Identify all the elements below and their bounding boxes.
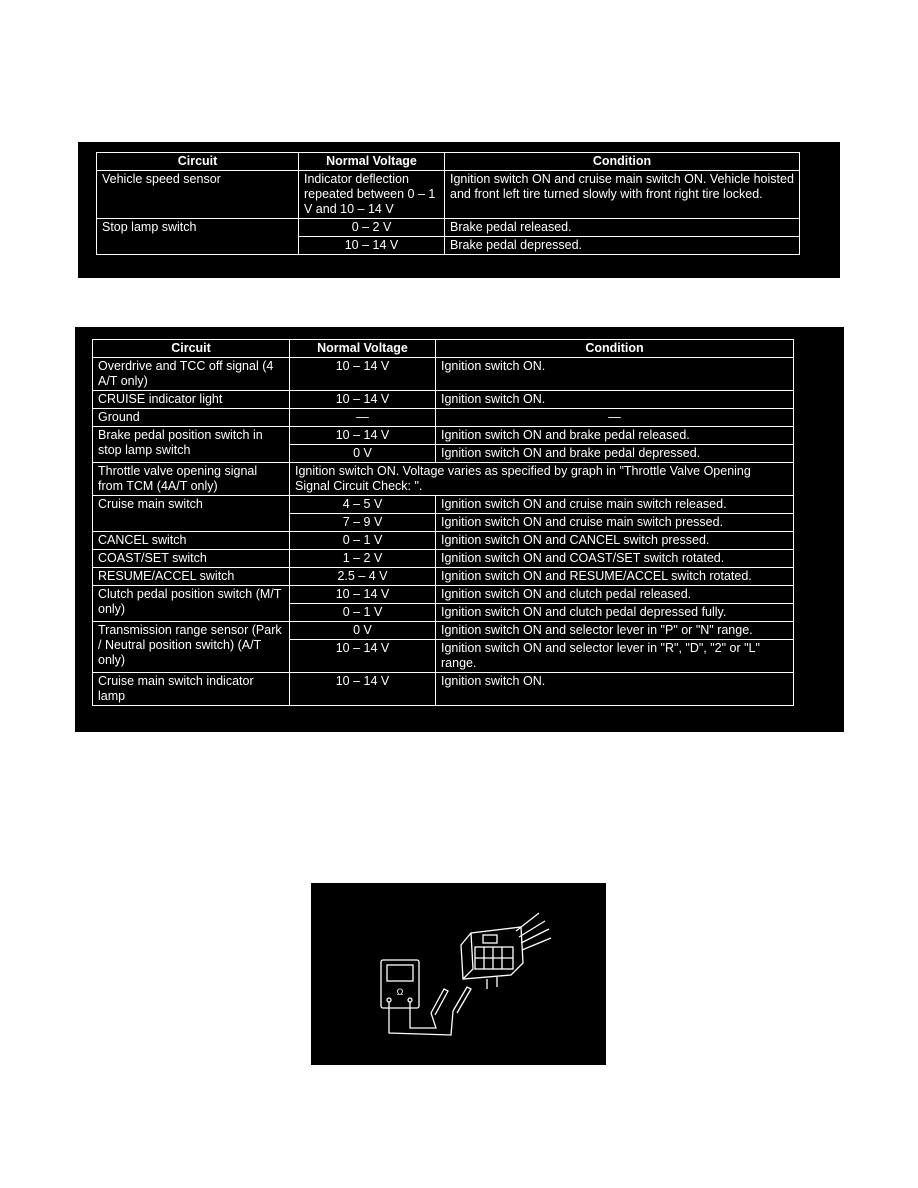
cell-circuit: RESUME/ACCEL switch: [93, 568, 290, 586]
cell-voltage: 2.5 – 4 V: [290, 568, 436, 586]
cell-voltage: 10 – 14 V: [290, 358, 436, 391]
cell-circuit: CANCEL switch: [93, 532, 290, 550]
cell-circuit: Clutch pedal position switch (M/T only): [93, 586, 290, 622]
cell-condition: Ignition switch ON and COAST/SET switch rotated.: [436, 550, 794, 568]
cell-voltage: 0 – 2 V: [299, 219, 445, 237]
probe-right: [453, 987, 471, 1013]
cell-circuit: CRUISE indicator light: [93, 391, 290, 409]
cell-circuit: Vehicle speed sensor: [97, 171, 299, 219]
meter-display: [387, 965, 413, 981]
table-row: [97, 171, 800, 219]
cell-condition: —: [436, 409, 794, 427]
meter-lead-black: [389, 1002, 453, 1035]
connector-pins: [475, 947, 513, 969]
meter-jack-left: [387, 998, 391, 1002]
table-row: [93, 550, 794, 568]
cell-voltage: 10 – 14 V: [290, 673, 436, 706]
spec-table-2: [92, 339, 794, 706]
cell-condition: Ignition switch ON and cruise main switch released.: [436, 496, 794, 514]
spec-table-1: [96, 152, 800, 255]
table-row: [93, 358, 794, 391]
cell-condition: Ignition switch ON and cruise main switch pressed.: [436, 514, 794, 532]
cell-voltage: 1 – 2 V: [290, 550, 436, 568]
cell-circuit: COAST/SET switch: [93, 550, 290, 568]
table-row: [93, 391, 794, 409]
cell-voltage: 10 – 14 V: [290, 427, 436, 445]
header-condition: Condition: [436, 340, 794, 358]
table-header-row: [97, 153, 800, 171]
connector-legs: [487, 977, 497, 989]
cell-circuit: Overdrive and TCC off signal (4 A/T only): [93, 358, 290, 391]
ohm-symbol: Ω: [396, 987, 404, 997]
cell-circuit: Cruise main switch: [93, 496, 290, 532]
connector-latch: [483, 935, 497, 943]
table-row: [93, 673, 794, 706]
cell-condition: Brake pedal depressed.: [445, 237, 800, 255]
cell-condition: Ignition switch ON and brake pedal depressed.: [436, 445, 794, 463]
cell-condition: Ignition switch ON and RESUME/ACCEL switch rotated.: [436, 568, 794, 586]
table-row: [97, 219, 800, 237]
table-row: [93, 463, 794, 496]
cell-circuit: Brake pedal position switch in stop lamp switch: [93, 427, 290, 463]
cell-voltage: —: [290, 409, 436, 427]
table-header-row: [93, 340, 794, 358]
header-circuit: Circuit: [93, 340, 290, 358]
table-row: [93, 586, 794, 604]
cell-condition: Ignition switch ON.: [436, 391, 794, 409]
probe-left: [431, 989, 448, 1015]
table-row: [93, 568, 794, 586]
cell-condition: Ignition switch ON and clutch pedal released.: [436, 586, 794, 604]
voltmeter-connector-icon: [311, 883, 606, 1065]
header-circuit: Circuit: [97, 153, 299, 171]
cell-circuit: Ground: [93, 409, 290, 427]
cell-voltage: 0 – 1 V: [290, 532, 436, 550]
cell-condition: Brake pedal released.: [445, 219, 800, 237]
cell-voltage: 10 – 14 V: [290, 391, 436, 409]
cell-circuit: Cruise main switch indicator lamp: [93, 673, 290, 706]
cell-voltage: 4 – 5 V: [290, 496, 436, 514]
cell-voltage: 0 V: [290, 445, 436, 463]
table-row: [93, 622, 794, 640]
cell-voltage: 10 – 14 V: [290, 586, 436, 604]
header-voltage: Normal Voltage: [299, 153, 445, 171]
cell-condition: Ignition switch ON and selector lever in "R", "D", "2" or "L" range.: [436, 640, 794, 673]
cell-voltage: 7 – 9 V: [290, 514, 436, 532]
cell-condition: Ignition switch ON and brake pedal released.: [436, 427, 794, 445]
cell-voltage: 0 – 1 V: [290, 604, 436, 622]
header-condition: Condition: [445, 153, 800, 171]
table-row: [93, 409, 794, 427]
cell-voltage: Indicator deflection repeated between 0 – 1 V and 10 – 14 V: [299, 171, 445, 219]
cell-condition: Ignition switch ON and clutch pedal depressed fully.: [436, 604, 794, 622]
spec-panel-2: [75, 327, 844, 732]
cell-condition: Ignition switch ON.: [436, 358, 794, 391]
cell-circuit: Transmission range sensor (Park / Neutral position switch) (A/T only): [93, 622, 290, 673]
cell-voltage: 10 – 14 V: [299, 237, 445, 255]
spec-panel-1: [78, 142, 840, 278]
cell-merged-condition: Ignition switch ON. Voltage varies as specified by graph in "Throttle Valve Opening Signal Circuit Check: ".: [290, 463, 794, 496]
cell-condition: Ignition switch ON and CANCEL switch pressed.: [436, 532, 794, 550]
cell-condition: Ignition switch ON and cruise main switch ON. Vehicle hoisted and front left tire turned slowly with front right tire locked.: [445, 171, 800, 219]
table-row: [93, 427, 794, 445]
cell-circuit: Throttle valve opening signal from TCM (4A/T only): [93, 463, 290, 496]
meter-jack-right: [408, 998, 412, 1002]
cell-condition: Ignition switch ON and selector lever in "P" or "N" range.: [436, 622, 794, 640]
voltmeter-illustration-panel: [311, 883, 606, 1065]
meter-lead-red: [410, 1002, 436, 1028]
header-voltage: Normal Voltage: [290, 340, 436, 358]
cell-voltage: 10 – 14 V: [290, 640, 436, 673]
cell-circuit: Stop lamp switch: [97, 219, 299, 255]
cell-condition: Ignition switch ON.: [436, 673, 794, 706]
table-row: [93, 532, 794, 550]
cell-voltage: 0 V: [290, 622, 436, 640]
table-row: [93, 496, 794, 514]
